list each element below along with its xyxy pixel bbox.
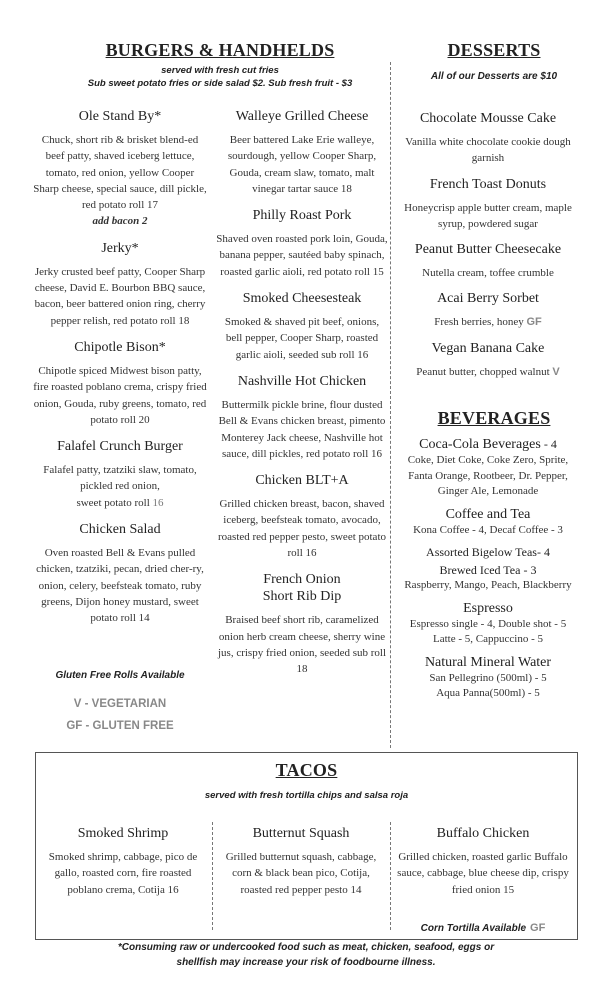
item-ole-stand-by-title: Ole Stand By* bbox=[78, 109, 162, 124]
beverages-list bbox=[398, 436, 578, 702]
dessert-acai-sorbet-desc: Fresh berries, honey bbox=[434, 316, 524, 329]
taco-smoked-shrimp bbox=[40, 825, 206, 898]
item-walleye-title: Walleye Grilled Cheese bbox=[235, 109, 369, 124]
taco-buffalo-chicken-title: Buffalo Chicken bbox=[436, 826, 530, 841]
beverage-water-heading: Natural Mineral Water bbox=[424, 654, 552, 670]
beverage-espresso-heading: Espresso bbox=[463, 600, 513, 616]
burgers-column-2 bbox=[216, 108, 388, 678]
item-falafel-title: Falafel Crunch Burger bbox=[57, 439, 183, 455]
desserts-list bbox=[400, 110, 576, 380]
beverage-coke-heading bbox=[398, 436, 578, 453]
item-falafel-price: 16 bbox=[152, 496, 164, 509]
corn-tortilla-gf-tag: GF bbox=[530, 922, 546, 934]
item-french-onion-title-2: Short Rib Dip bbox=[262, 589, 342, 605]
dessert-vegan-banana-title: Vegan Banana Cake bbox=[431, 340, 545, 356]
desserts-note: All of our Desserts are $10 bbox=[430, 71, 558, 82]
item-philly-pork-title: Philly Roast Pork bbox=[252, 208, 352, 224]
column-divider bbox=[390, 62, 391, 748]
beverage-coke-list: Coke, Diet Coke, Coke Zero, Sprite, Fanta Orange, Rootbeer, Dr. Pepper, Ginger Ale, Lemonade bbox=[407, 454, 569, 497]
item-falafel-desc: Falafel patty, tzatziki slaw, tomato, pickled red onion, bbox=[43, 464, 197, 493]
taco-butternut-squash bbox=[216, 825, 386, 898]
item-french-onion-desc: Braised beef short rib, caramelized onion herb cream cheese, sherry wine jus, crispy fried onion, seeded sub roll 18 bbox=[217, 614, 387, 676]
item-chicken-salad-title: Chicken Salad bbox=[79, 522, 161, 538]
legend-gluten-free: GF - GLUTEN FREE bbox=[66, 720, 174, 732]
taco-buffalo-chicken-desc: Grilled chicken, roasted garlic Buffalo sauce, cabbage, blue cheese dip, crispy fried onion 15 bbox=[397, 851, 569, 896]
dessert-pb-cheesecake-desc: Nutella cream, toffee crumble bbox=[422, 267, 554, 280]
dessert-chocolate-mousse-title: Chocolate Mousse Cake bbox=[419, 111, 557, 126]
item-chicken-blt-desc: Grilled chicken breast, bacon, shaved iceberg, beefsteak tomato, avocado, roasted red pepper pesto, sweet potato roll 16 bbox=[218, 498, 386, 560]
desserts-title: DESSERTS bbox=[447, 40, 541, 60]
item-philly-pork-desc: Shaved oven roasted pork loin, Gouda, banana pepper, sautéed baby spinach, roasted garlic aioli, red potato roll 15 bbox=[216, 233, 388, 278]
dessert-vegan-banana-line bbox=[400, 364, 576, 380]
tacos-divider-1 bbox=[212, 822, 213, 930]
burgers-note-sub: Sub sweet potato fries or side salad $2. Sub fresh fruit - $3 bbox=[87, 78, 353, 89]
beverage-bigelow-teas: Assorted Bigelow Teas- 4 bbox=[426, 545, 550, 559]
item-chipotle-bison-desc: Chipotle spiced Midwest bison patty, fire roasted poblano crema, crispy fried onion, Gouda, ruby greens, tomato, red potato roll 20 bbox=[33, 364, 207, 426]
dessert-acai-sorbet-title: Acai Berry Sorbet bbox=[437, 291, 539, 307]
tag-vegetarian: V bbox=[552, 365, 560, 378]
item-cheesesteak-title: Smoked Cheesesteak bbox=[242, 291, 362, 307]
burgers-title: BURGERS & HANDHELDS bbox=[105, 40, 335, 60]
dessert-acai-sorbet-line bbox=[400, 314, 576, 330]
tag-gluten-free: GF bbox=[526, 316, 542, 329]
taco-buffalo-chicken bbox=[394, 825, 572, 898]
item-ole-stand-by-desc: Chuck, short rib & brisket blend-ed beef patty, shaved iceberg lettuce, tomato, red onion, yellow Cooper Sharp cheese, special sauce, dill pickle, red potato roll 17 bbox=[33, 134, 207, 212]
item-falafel-desc-line2 bbox=[32, 495, 208, 511]
dessert-chocolate-mousse-desc: Vanilla white chocolate cookie dough garnish bbox=[405, 136, 571, 165]
beverage-coffee-heading: Coffee and Tea bbox=[445, 506, 531, 522]
disclaimer-line-2: shellfish may increase your risk of foodbourne illness. bbox=[176, 957, 436, 968]
item-ole-stand-by-addon: add bacon 2 bbox=[92, 215, 148, 228]
burgers-column-1 bbox=[32, 108, 208, 627]
beverage-water-line-2: Aqua Panna(500ml) - 5 bbox=[436, 687, 540, 699]
beverages-title: BEVERAGES bbox=[437, 408, 551, 428]
burgers-note-fries: served with fresh cut fries bbox=[161, 65, 279, 76]
tacos-divider-2 bbox=[390, 822, 391, 930]
item-chicken-blt-title: Chicken BLT+A bbox=[255, 473, 349, 489]
item-chicken-salad-desc: Oven roasted Bell & Evans pulled chicken, tzatziki, pecan, dried cher-ry, onion, celery, beefsteak tomato, ruby greens, Dijon honey mustard, sweet potato roll 14 bbox=[36, 547, 204, 625]
beverage-iced-tea-flavors: Raspberry, Mango, Peach, Blackberry bbox=[404, 579, 572, 591]
disclaimer-line-1: *Consuming raw or undercooked food such as meat, chicken, seafood, eggs or bbox=[117, 942, 495, 953]
tacos-title: TACOS bbox=[275, 760, 338, 780]
taco-smoked-shrimp-desc: Smoked shrimp, cabbage, pico de gallo, roasted corn, fire roasted poblano crema, Cotija 16 bbox=[48, 851, 198, 896]
dessert-pb-cheesecake-title: Peanut Butter Cheesecake bbox=[414, 242, 562, 258]
item-walleye-desc: Beer battered Lake Erie walleye, sourdough, yellow Cooper Sharp, Gouda, cream slaw, tomato, malt vinegar tartar sauce 18 bbox=[227, 134, 377, 195]
taco-butternut-squash-title: Butternut Squash bbox=[252, 826, 350, 841]
item-chipotle-bison-title: Chipotle Bison* bbox=[74, 339, 166, 355]
item-cheesesteak-desc: Smoked & shaved pit beef, onions, bell pepper, Cooper Sharp, roasted garlic aioli, seeded sub roll 16 bbox=[224, 316, 380, 361]
item-jerky-desc: Jerky crusted beef patty, Cooper Sharp cheese, David E. Bourbon BBQ sauce, bacon, beer battered onion ring, cherry pepper relish, red potato roll 18 bbox=[34, 265, 206, 327]
corn-tortilla-note bbox=[394, 918, 572, 936]
beverage-iced-tea: Brewed Iced Tea - 3 bbox=[439, 563, 537, 577]
legend-vegetarian: V - VEGETARIAN bbox=[73, 698, 167, 710]
beverage-coffee-line: Kona Coffee - 4, Decaf Coffee - 3 bbox=[413, 523, 563, 536]
corn-tortilla-text: Corn Tortilla Available bbox=[420, 923, 527, 934]
tacos-note: served with fresh tortilla chips and salsa roja bbox=[204, 790, 409, 801]
dessert-vegan-banana-desc: Peanut butter, chopped walnut bbox=[416, 365, 550, 378]
beverage-coke-price: - 4 bbox=[540, 437, 557, 451]
item-nashville-title: Nashville Hot Chicken bbox=[237, 373, 367, 389]
taco-butternut-squash-desc: Grilled butternut squash, cabbage, corn & black bean pico, Cotija, roasted red pepper pesto 14 bbox=[225, 851, 377, 896]
dessert-french-toast-title: French Toast Donuts bbox=[429, 176, 547, 192]
item-nashville-desc: Buttermilk pickle brine, flour dusted Bell & Evans chicken breast, pimento Monterey Jack cheese, Nashville hot sauce, dill pickles, red potato roll 16 bbox=[218, 398, 386, 460]
beverage-espresso-line-2: Latte - 5, Cappuccino - 5 bbox=[433, 633, 543, 645]
taco-smoked-shrimp-title: Smoked Shrimp bbox=[77, 826, 169, 841]
gluten-free-rolls-note: Gluten Free Rolls Available bbox=[55, 670, 185, 681]
beverage-espresso-line-1: Espresso single - 4, Double shot - 5 bbox=[409, 617, 567, 630]
item-falafel-roll: sweet potato roll bbox=[76, 496, 150, 509]
dessert-french-toast-desc: Honeycrisp apple butter cream, maple syrup, powdered sugar bbox=[404, 201, 572, 230]
beverage-water-line-1: San Pellegrino (500ml) - 5 bbox=[429, 671, 547, 684]
item-jerky-title: Jerky* bbox=[101, 240, 139, 256]
beverage-coke-name: Coca-Cola Beverages bbox=[419, 437, 541, 452]
item-french-onion-title-1: French Onion bbox=[263, 572, 341, 588]
